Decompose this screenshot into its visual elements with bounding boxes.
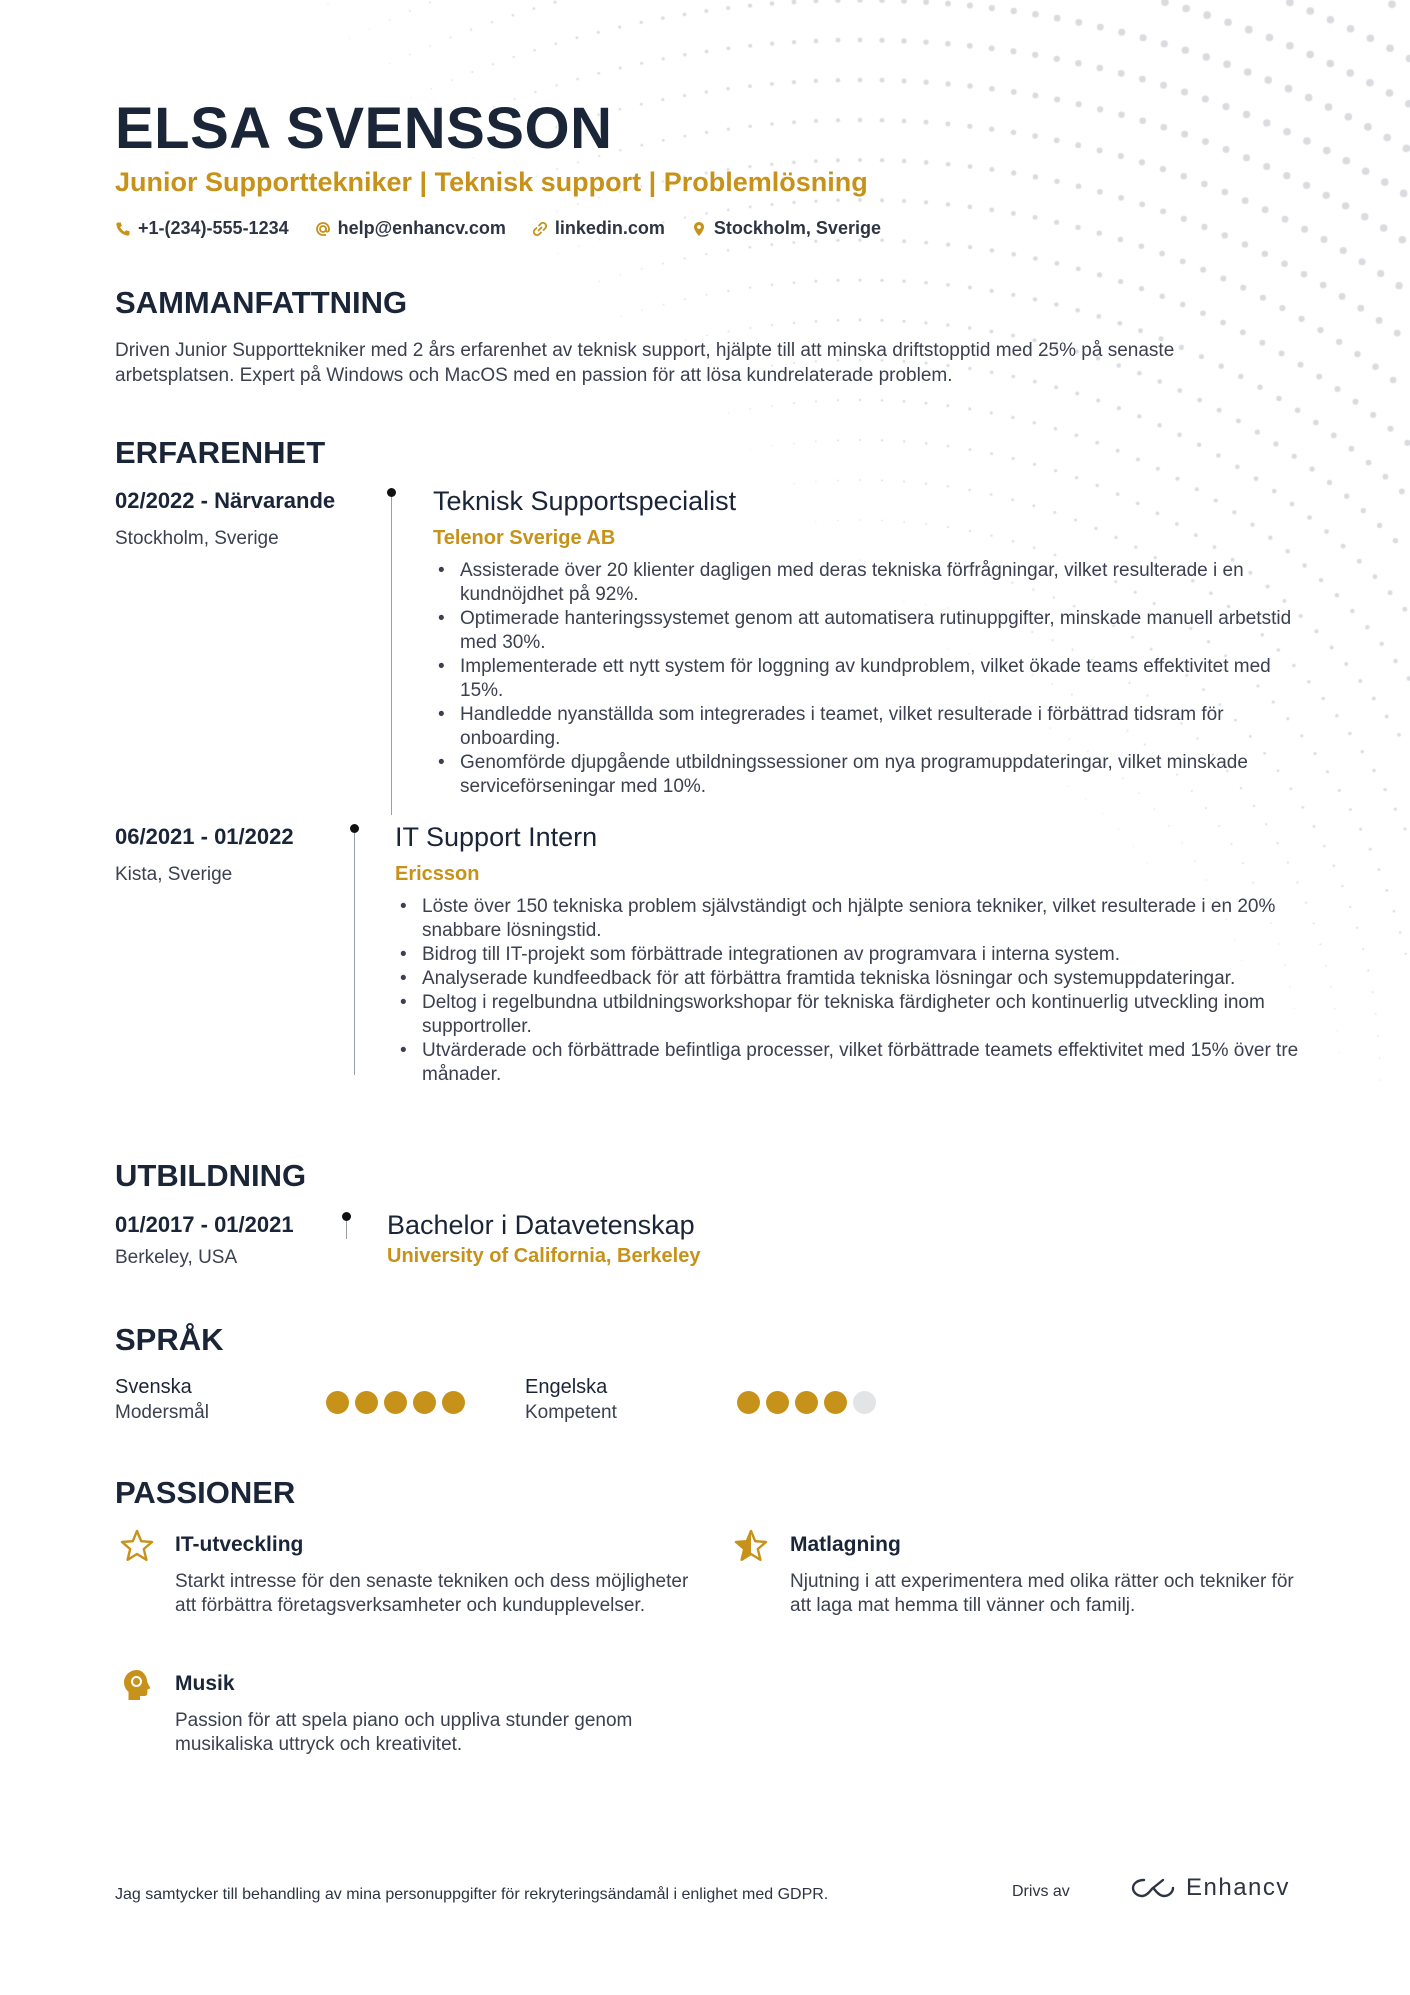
rating-dot-filled — [413, 1391, 436, 1414]
job-2-bullet: • Löste över 150 tekniska problem självständigt och hjälpte seniora tekniker, vilket resulterade i en 20% snabbare lösningstid. — [395, 895, 1301, 943]
passion-description: Starkt intresse för den senaste tekniken och dess möjligheter att förbättra företagsverksamheter och kundupplevelser. — [175, 1571, 689, 1616]
passion-title: Matlagning — [790, 1533, 901, 1556]
job-2-bullet: • Analyserade kundfeedback för att förbättra framtida tekniska lösningar och systemuppdateringar. — [395, 967, 1301, 991]
location-icon — [691, 221, 707, 237]
job-1-bullet: • Optimerade hanteringssystemet genom att automatisera rutinuppgifter, minskade manuell arbetstid med 30%. — [433, 607, 1301, 655]
job-1-company: Telenor Sverige AB — [433, 527, 616, 549]
at-icon — [315, 221, 331, 237]
rating-dot-filled — [355, 1391, 378, 1414]
candidate-headline: Junior Supporttekniker | Teknisk support | Problemlösning — [115, 167, 868, 197]
star-half-icon — [733, 1528, 769, 1564]
rating-dot-empty — [853, 1391, 876, 1414]
language-rating — [737, 1391, 876, 1414]
contact-email[interactable] — [315, 218, 506, 239]
passion-description: Passion för att spela piano och uppliva stunder genom musikaliska uttryck och kreativitet. — [175, 1710, 633, 1755]
experience-heading: ERFARENHET — [115, 435, 326, 470]
education-degree: Bachelor i Datavetenskap — [387, 1210, 695, 1240]
summary-text: Driven Junior Supporttekniker med 2 års erfarenhet av teknisk support, hjälpte till att minska driftstopptid med 25% på senaste arbetsplatsen. Expert på Windows och MacOS med en passion för att lösa kundrelaterade problem. — [115, 340, 1175, 386]
rating-dot-filled — [766, 1391, 789, 1414]
education-heading: UTBILDNING — [115, 1158, 307, 1193]
job-2-date: 06/2021 - 01/2022 — [115, 824, 294, 849]
job-1-bullet: • Assisterade över 20 klienter dagligen med deras tekniska förfrågningar, vilket resulterade i en kundnöjdhet på 92%. — [433, 559, 1301, 607]
job-1-date: 02/2022 - Närvarande — [115, 488, 336, 513]
passion-title: Musik — [175, 1672, 235, 1695]
job-2-bullet: • Bidrog till IT-projekt som förbättrade integrationen av programvara i interna system. — [395, 943, 1301, 967]
passions-heading: PASSIONER — [115, 1475, 296, 1510]
rating-dot-filled — [737, 1391, 760, 1414]
enhancv-logo-text: Enhancv — [1186, 1874, 1290, 1901]
education-location: Berkeley, USA — [115, 1247, 238, 1268]
passion-title: IT-utveckling — [175, 1533, 304, 1556]
contact-location[interactable] — [691, 218, 881, 239]
candidate-name: ELSA SVENSSON — [115, 96, 613, 161]
languages-heading: SPRÅK — [115, 1322, 224, 1357]
rating-dot-filled — [824, 1391, 847, 1414]
education-timeline-line — [346, 1221, 347, 1239]
job-2-bullet: • Deltog i regelbundna utbildningsworkshopar för tekniska färdigheter och kontinuerlig utveckling inom supportroller. — [395, 991, 1301, 1039]
job-1-timeline-dot — [387, 488, 396, 497]
contact-phone-text: +1-(234)-555-1234 — [138, 218, 289, 238]
job-1-achievements — [433, 559, 1301, 799]
job-2-title: IT Support Intern — [395, 822, 598, 852]
job-2-company: Ericsson — [395, 863, 480, 885]
education-date: 01/2017 - 01/2021 — [115, 1212, 294, 1237]
language-level: Kompetent — [525, 1402, 617, 1423]
phone-icon — [115, 221, 131, 237]
language-level: Modersmål — [115, 1402, 209, 1423]
job-1-bullet: • Genomförde djupgående utbildningssessioner om nya programuppdateringar, vilket minskade serviceförseningar med 10%. — [433, 751, 1301, 799]
summary-heading: SAMMANFATTNING — [115, 285, 408, 320]
job-2-bullet: • Utvärderade och förbättrade befintliga processer, vilket förbättrade teamets effektivitet med 15% över tre månader. — [395, 1039, 1301, 1087]
contact-linkedin[interactable] — [532, 218, 665, 239]
education-timeline-dot — [342, 1212, 351, 1221]
link-icon — [532, 221, 548, 237]
head-icon — [119, 1667, 155, 1703]
contact-location-text: Stockholm, Sverige — [713, 218, 881, 238]
contact-linkedin-text: linkedin.com — [554, 218, 665, 238]
job-2-timeline-line — [354, 833, 355, 1075]
language-name: Engelska — [525, 1376, 608, 1398]
gdpr-consent: Jag samtycker till behandling av mina personuppgifter för rekryteringsändamål i enlighet med GDPR. — [115, 1886, 829, 1903]
contact-bar — [115, 218, 881, 239]
rating-dot-filled — [795, 1391, 818, 1414]
star-outline-icon — [119, 1528, 155, 1564]
job-1-timeline-line — [391, 497, 392, 815]
job-1-bullet: • Implementerade ett nytt system för loggning av kundproblem, vilket ökade teams effektivitet med 15%. — [433, 655, 1301, 703]
passion-description: Njutning i att experimentera med olika rätter och tekniker för att laga mat hemma till vänner och familj. — [790, 1571, 1294, 1616]
education-school: University of California, Berkeley — [387, 1245, 701, 1267]
job-2-location: Kista, Sverige — [115, 864, 233, 885]
enhancv-logo-icon — [1130, 1875, 1176, 1901]
language-name: Svenska — [115, 1376, 192, 1398]
language-rating — [326, 1391, 465, 1414]
powered-by-label: Drivs av — [1012, 1883, 1070, 1900]
enhancv-logo[interactable] — [1130, 1874, 1290, 1902]
job-2-achievements — [395, 895, 1301, 1087]
contact-phone[interactable] — [115, 218, 289, 239]
rating-dot-filled — [384, 1391, 407, 1414]
contact-email-text: help@enhancv.com — [337, 218, 506, 238]
job-1-title: Teknisk Supportspecialist — [433, 486, 737, 516]
job-1-location: Stockholm, Sverige — [115, 528, 279, 549]
rating-dot-filled — [326, 1391, 349, 1414]
rating-dot-filled — [442, 1391, 465, 1414]
job-2-timeline-dot — [350, 824, 359, 833]
job-1-bullet: • Handledde nyanställda som integrerades i teamet, vilket resulterade i förbättrad tidsram för onboarding. — [433, 703, 1301, 751]
